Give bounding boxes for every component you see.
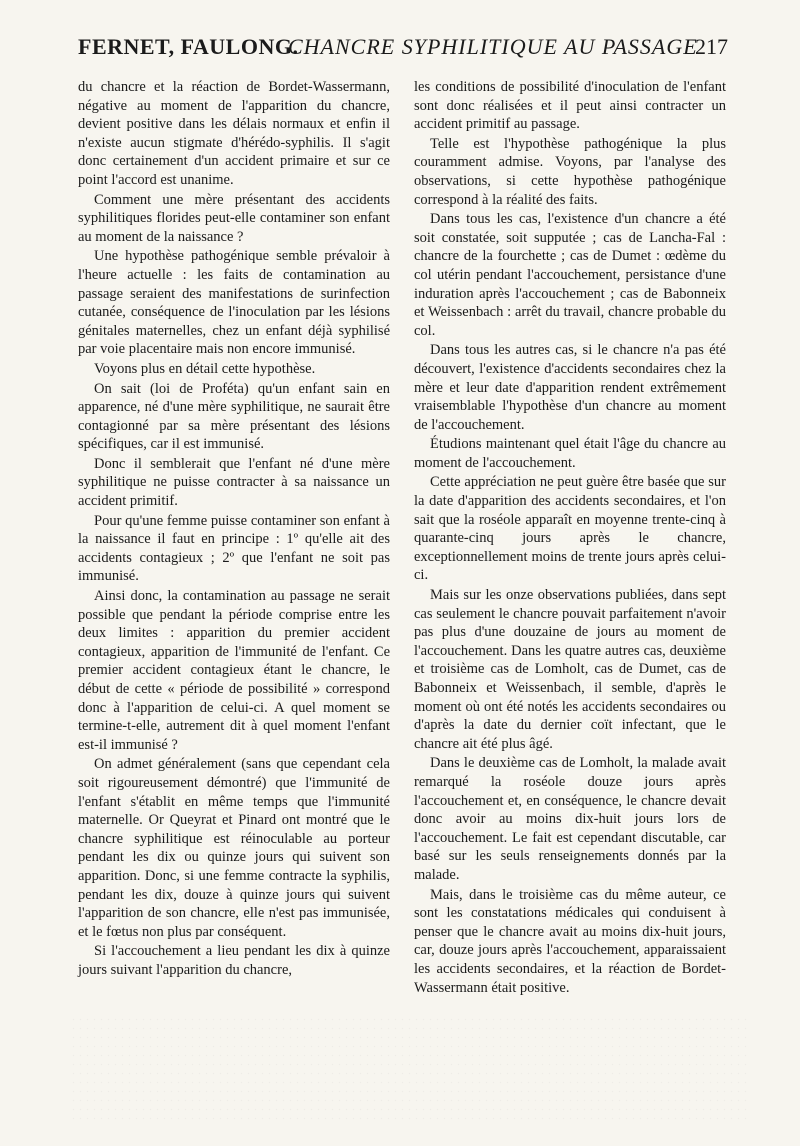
paragraph: Ainsi donc, la contamination au passage ne serait possible que pendant la période comprise entre les deux limites : apparition du premier accident contagieux, apparition de l'immunité de l'enfant. Ce premier accident contagieux étant le chancre, le début de cette « période de possibilité » correspond donc à l'apparition de celui-ci. A quel moment se termine-t-elle, autrement dit à quel moment l'enfant est-il immunisé ? bbox=[78, 588, 390, 753]
paragraph: Une hypothèse pathogénique semble prévaloir à l'heure actuelle : les faits de contamination au passage seraient des manifestations de surinfection cutanée, conséquence de l'inoculation par les lésions génitales maternelles, chez un enfant déjà syphilisé par voie placentaire mais non encore immunisé. bbox=[78, 248, 390, 358]
paragraph: Mais sur les onze observations publiées, dans sept cas seulement le chancre pouvait parfaitement n'avoir pas plus d'une douzaine de jours au moment de l'accouchement. Dans les quatre autres cas, deuxième et troisième cas de Lomholt, cas de Dumet, cas de Babonneix et Weissenbach, il semble, d'après le moment où ont été notés les accidents secondaires ou d'après la date du dernier coït infectant, que le chancre ait été plus âgé. bbox=[414, 587, 726, 752]
paragraph: Dans tous les cas, l'existence d'un chancre a été soit constatée, soit supputée ; cas de Lancha-Fal : chancre de la fourchette ; cas de Dumet : œdème du col utérin pendant l'accouchement, persistance d'une induration après l'accouchement ; cas de Babonneix et Weissenbach : arrêt du travail, chancre probable du col. bbox=[414, 211, 726, 339]
paragraph: Telle est l'hypothèse pathogénique la plus couramment admise. Voyons, par l'analyse des observations, si cette hypothèse pathogénique correspond à la réalité des faits. bbox=[414, 135, 726, 208]
paragraph: Donc il semblerait que l'enfant né d'une mère syphilitique ne puisse contracter à sa naissance un accident primitif. bbox=[78, 455, 390, 510]
header-authors: FERNET, FAULONG. bbox=[78, 34, 299, 59]
right-column bbox=[414, 78, 726, 998]
paragraph: Dans le deuxième cas de Lomholt, la malade avait remarqué la roséole douze jours après l'accouchement et, en conséquence, le chancre devait donc avoir au moins dix-huit jours lors de l'accouchement. Le fait est cependant discutable, car basé sur les seuls renseignements donnés par la malade. bbox=[414, 755, 726, 883]
running-header bbox=[78, 34, 728, 74]
paragraph: Étudions maintenant quel était l'âge du chancre au moment de l'accouchement. bbox=[414, 436, 726, 471]
paragraph: les conditions de possibilité d'inoculation de l'enfant sont donc réalisées et il peut ainsi contracter un accident primitif au passage. bbox=[414, 79, 726, 133]
left-column bbox=[78, 78, 390, 981]
paragraph: du chancre et la réaction de Bordet-Wassermann, négative au moment de l'apparition du chancre, devient positive dans les délais normaux et enfin il n'existe aucun stigmate d'hérédo-syphilis. Il s'agit donc certainement d'un accident primaire et sur ce point l'accord est unanime. bbox=[78, 79, 390, 188]
paragraph: Dans tous les autres cas, si le chancre n'a pas été découvert, l'existence d'accidents secondaires chez la mère et leur date d'apparition rendent extrêmement vraisemblable l'hypothèse d'un chancre au moment de l'accouchement. bbox=[414, 342, 726, 433]
paragraph: Voyons plus en détail cette hypothèse. bbox=[94, 360, 316, 377]
page-number: 217 bbox=[695, 34, 728, 59]
header-running-title: CHANCRE SYPHILITIQUE AU PASSAGE bbox=[288, 34, 698, 59]
paragraph: Mais, dans le troisième cas du même auteur, ce sont les constatations médicales qui conduisent à penser que le chancre avait au moins dix-huit jours, car, douze jours après l'accouchement, apparaissaient les accidents secondaires, et la réaction de Bordet-Wassermann était positive. bbox=[414, 886, 726, 996]
paragraph: On admet généralement (sans que cependant cela soit rigoureusement démontré) que l'immunité de l'enfant s'établit en même temps que l'immunité maternelle. Or Queyrat et Pinard ont montré que le chancre syphilitique est réinoculable au porteur pendant les dix ou quinze jours qui suivent son apparition. Donc, si une femme contracte la syphilis, pendant les dix, douze à quinze jours qui suivent l'apparition de son chancre, elle n'est pas immunisée, et le fœtus non plus par conséquent. bbox=[78, 756, 390, 940]
paragraph: Si l'accouchement a lieu pendant les dix à quinze jours suivant l'apparition du chancre, bbox=[78, 943, 390, 978]
paragraph: Cette appréciation ne peut guère être basée que sur la date d'apparition des accidents secondaires, et l'on sait que la roséole apparaît en moyenne trente-cinq à quarante-cinq jours après le chancre, exceptionnellement moins de trente jours après celui-ci. bbox=[414, 474, 726, 584]
paragraph: Comment une mère présentant des accidents syphilitiques florides peut-elle contaminer son enfant au moment de la naissance ? bbox=[78, 191, 390, 245]
paragraph: On sait (loi de Proféta) qu'un enfant sain en apparence, né d'une mère syphilitique, ne saurait être contagionné par sa mère présentant des lésions spécifiques, car il est immunisé. bbox=[78, 380, 390, 453]
paragraph: Pour qu'une femme puisse contaminer son enfant à la naissance il faut en principe : 1º qu'elle ait des accidents contagieux ; 2º que l'enfant ne soit pas immunisé. bbox=[78, 512, 390, 585]
paper-texture bbox=[70, 1015, 750, 1125]
